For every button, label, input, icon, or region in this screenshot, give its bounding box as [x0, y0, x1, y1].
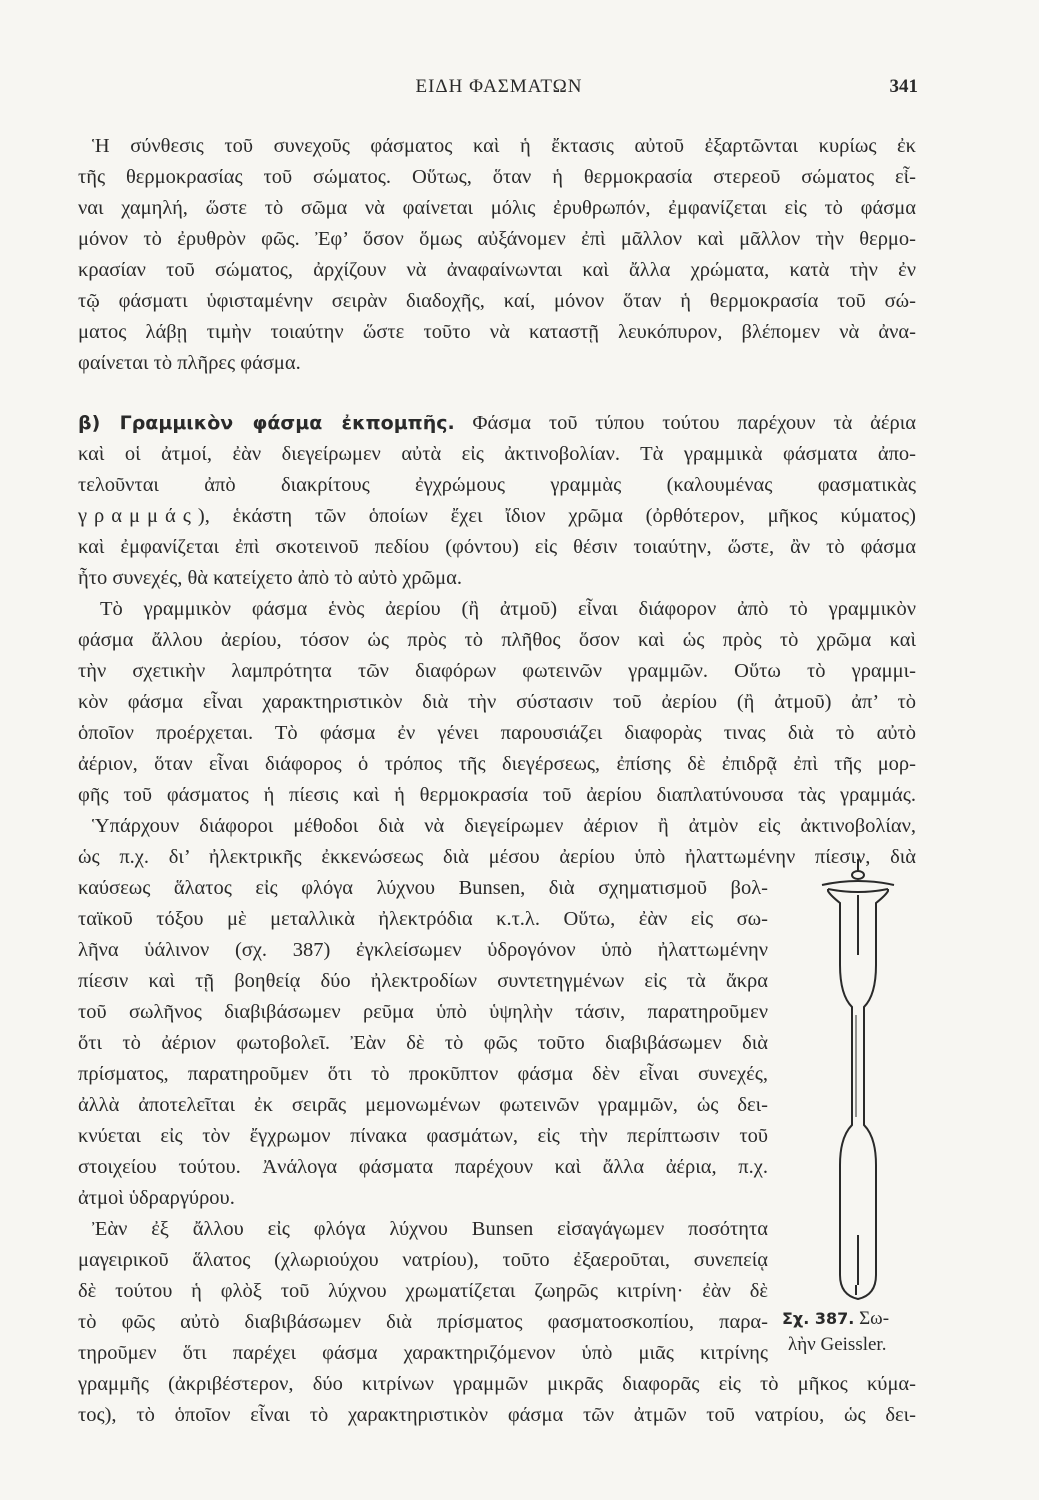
- text-line: τῆς θερμοκρασίας τοῦ σώματος. Οὕτως, ὅταν ἡ θερμοκρασία στερεοῦ σώματος εἶ-: [78, 166, 916, 188]
- spaced-word: γραμμάς: [78, 505, 198, 527]
- text-line: Ὑπάρχουν διάφοροι μέθοδοι διὰ νὰ διεγείρωμεν ἀέριον ἢ ἀτμὸν εἰς ἀκτινοβολίαν,: [92, 815, 916, 837]
- text-line: τὸ φῶς αὐτὸ διαβιβάσωμεν διὰ πρίσματος φασματοσκοπίου, παρα-: [78, 1311, 768, 1333]
- text-line: ἀτμοὶ ὑδραργύρου.: [78, 1187, 235, 1209]
- figure-caption: [778, 1306, 918, 1358]
- text-line: ναι χαμηλή, ὥστε τὸ σῶμα νὰ φαίνεται μόλις ἐρυθρωπόν, ἐμφανίζεται εἰς τὸ φάσμα: [78, 197, 916, 219]
- page-header: [78, 76, 920, 104]
- section-first-line: [78, 409, 916, 437]
- section-first-line-rest: Φάσμα τοῦ τύπου τούτου παρέχουν τὰ ἀέρια: [472, 412, 916, 434]
- text-line: κὸν φάσμα εἶναι χαρακτηριστικὸν διὰ τὴν σύστασιν τοῦ ἀερίου (ἢ ἀτμοῦ) ἀπ’ τὸ: [78, 691, 916, 713]
- section-heading: β) Γραμμικὸν φάσμα ἐκπομπῆς.: [78, 412, 455, 434]
- caption-text: Σω-: [859, 1308, 890, 1329]
- text-line: κρασίαν τοῦ σώματος, ἀρχίζουν νὰ ἀναφαίνωνται καὶ ἄλλα χρώματα, κατὰ τὴν ἐν: [78, 259, 916, 281]
- text-line: Ἐὰν ἐξ ἄλλου εἰς φλόγα λύχνου Bunsen εἰσαγάγωμεν ποσότητα: [92, 1218, 768, 1240]
- text-line: ἦτο συνεχές, θὰ κατείχετο ἀπὸ τὸ αὐτὸ χρῶμα.: [78, 567, 463, 589]
- text-line: ὡς π.χ. δι’ ἠλεκτρικῆς ἐκκενώσεως διὰ μέσου ἀερίου ὑπὸ ἠλαττωμένην πίεσιν, διὰ: [78, 846, 916, 868]
- text-line: τηροῦμεν ὅτι παρέχει φάσμα χαρακτηριζόμενον ὑπὸ μιᾶς κιτρίνης: [78, 1342, 768, 1364]
- top-electrode-loop: [852, 871, 864, 879]
- text-line: ταϊκοῦ τόξου μὲ μεταλλικὰ ἠλεκτρόδια κ.τ.λ. Οὕτω, ἐὰν εἰς σω-: [78, 908, 768, 930]
- text-line: τὴν σχετικὴν λαμπρότητα τῶν διαφόρων φωτεινῶν γραμμῶν. Οὕτω τὸ γραμμι-: [78, 660, 916, 682]
- figure-label: Σχ. 387.: [782, 1309, 855, 1328]
- text-line: μόνον τὸ ἐρυθρὸν φῶς. Ἐφ’ ὅσον ὅμως αὐξάνομεν ἐπὶ μᾶλλον καὶ μᾶλλον τὴν θερμο-: [78, 228, 916, 250]
- text-line: πίεσιν καὶ τῇ βοηθείᾳ δύο ἠλεκτροδίων συντετηγμένων εἰς τὰ ἄκρα: [78, 970, 768, 992]
- text-line: ὅτι τὸ ἀέριον φωτοβολεῖ. Ἐὰν δὲ τὸ φῶς τοῦτο διαβιβάσωμεν διὰ: [78, 1032, 768, 1054]
- text-line: τῷ φάσματι ὑφισταμένην σειρὰν διαδοχῆς, καί, μόνον ὅταν ἡ θερμοκρασία τοῦ σώ-: [78, 290, 916, 312]
- caption-line-2: λὴν Geissler.: [788, 1334, 887, 1355]
- text-line: ματος λάβῃ τιμὴν τοιαύτην ὥστε τοῦτο νὰ καταστῇ λευκόπυρον, βλέπομεν νὰ ἀνα-: [78, 321, 916, 343]
- text-line: πρίσματος, παρατηροῦμεν ὅτι τὸ προκῦπτον φάσμα δὲν εἶναι συνεχές,: [78, 1063, 768, 1085]
- text-line: καὶ ἐμφανίζεται ἐπὶ σκοτεινοῦ πεδίου (φόντου) εἰς θέσιν τοιαύτην, ὥστε, ἂν τὸ φάσμα: [78, 536, 916, 558]
- geissler-tube-figure: [800, 855, 920, 1305]
- text-line: φῆς τοῦ φάσματος ἡ πίεσις καὶ ἡ θερμοκρασία τοῦ ἀερίου διαπλατύνουσα τὰς γραμμάς.: [78, 784, 916, 806]
- text-line: φάσμα ἄλλου ἀερίου, τόσον ὡς πρὸς τὸ πλῆθος ὅσον καὶ ὡς πρὸς τὸ χρῶμα καὶ: [78, 629, 916, 651]
- tube-rim: [828, 889, 888, 892]
- text-line-spaced: [78, 502, 916, 530]
- text-line: καύσεως ἅλατος εἰς φλόγα λύχνου Bunsen, διὰ σχηματισμοῦ βολ-: [78, 877, 768, 899]
- text-line: κνύεται εἰς τὸν ἔγχρωμον πίνακα φασμάτων, εἰς τὴν περίπτωσιν τοῦ: [78, 1125, 768, 1147]
- text-line: ἀέριον, ὅταν εἶναι διάφορος ὁ τρόπος τῆς διεγέρσεως, ἐπίσης δὲ ἐπιδρᾷ ἐπὶ τῆς μορ-: [78, 753, 916, 775]
- text-line: τοῦ σωλῆνος διαβιβάσωμεν ρεῦμα ὑπὸ ὑψηλὴν τάσιν, παρατηροῦμεν: [78, 1001, 768, 1023]
- text-line-rest: ), ἑκάστη τῶν ὁποίων ἔχει ἴδιον χρῶμα (ὀρθότερον, μῆκος κύματος): [197, 505, 916, 527]
- text-line: δὲ τούτου ἡ φλὸξ τοῦ λύχνου χρωματίζεται ζωηρῶς κιτρίνη· ἐὰν δὲ: [78, 1280, 768, 1302]
- text-line: λῆνα ὑάλινον (σχ. 387) ἐγκλείσωμεν ὑδρογόνον ὑπὸ ἠλαττωμένην: [78, 939, 768, 961]
- text-line: γραμμῆς (ἀκριβέστερον, δύο κιτρίνων γραμμῶν μικρᾶς διαφορᾶς εἰς τὸ μῆκος κύμα-: [78, 1373, 916, 1395]
- text-line: φαίνεται τὸ πλῆρες φάσμα.: [78, 352, 301, 374]
- text-line: ὁποῖον προέρχεται. Τὸ φάσμα ἐν γένει παρουσιάζει διαφορὰς τινας διὰ τὸ αὐτὸ: [78, 722, 916, 744]
- page-number: 341: [889, 76, 918, 97]
- text-line: μαγειρικοῦ ἅλατος (χλωριούχου νατρίου), τοῦτο ἐξαεροῦται, συνεπείᾳ: [78, 1249, 768, 1271]
- text-line: ἀλλὰ ἀποτελεῖται ἐκ σειρᾶς μεμονωμένων φωτεινῶν γραμμῶν, ὡς δει-: [78, 1094, 768, 1116]
- text-line: στοιχείου τούτου. Ἀνάλογα φάσματα παρέχουν καὶ ἄλλα ἀέρια, π.χ.: [78, 1156, 768, 1178]
- text-line: τελοῦνται ἀπὸ διακρίτους ἐγχρώμους γραμμὰς (καλουμένας φασματικὰς: [78, 474, 916, 496]
- text-line: Ἡ σύνθεσις τοῦ συνεχοῦς φάσματος καὶ ἡ ἔκτασις αὐτοῦ ἐξαρτῶνται κυρίως ἐκ: [92, 135, 916, 157]
- text-line: τος), τὸ ὁποῖον εἶναι τὸ χαρακτηριστικὸν φάσμα τῶν ἀτμῶν τοῦ νατρίου, ὡς δει-: [78, 1404, 916, 1426]
- text-line: καὶ οἱ ἀτμοί, ἐὰν διεγείρωμεν αὐτὰ εἰς ἀκτινοβολίαν. Τὰ γραμμικὰ φάσματα ἀπο-: [78, 443, 916, 465]
- text-line: Τὸ γραμμικὸν φάσμα ἑνὸς ἀερίου (ἢ ἀτμοῦ) εἶναι διάφορον ἀπὸ τὸ γραμμικὸν: [100, 598, 916, 620]
- running-title: ΕΙΔΗ ΦΑΣΜΑΤΩΝ: [415, 76, 583, 97]
- top-cap: [822, 881, 894, 885]
